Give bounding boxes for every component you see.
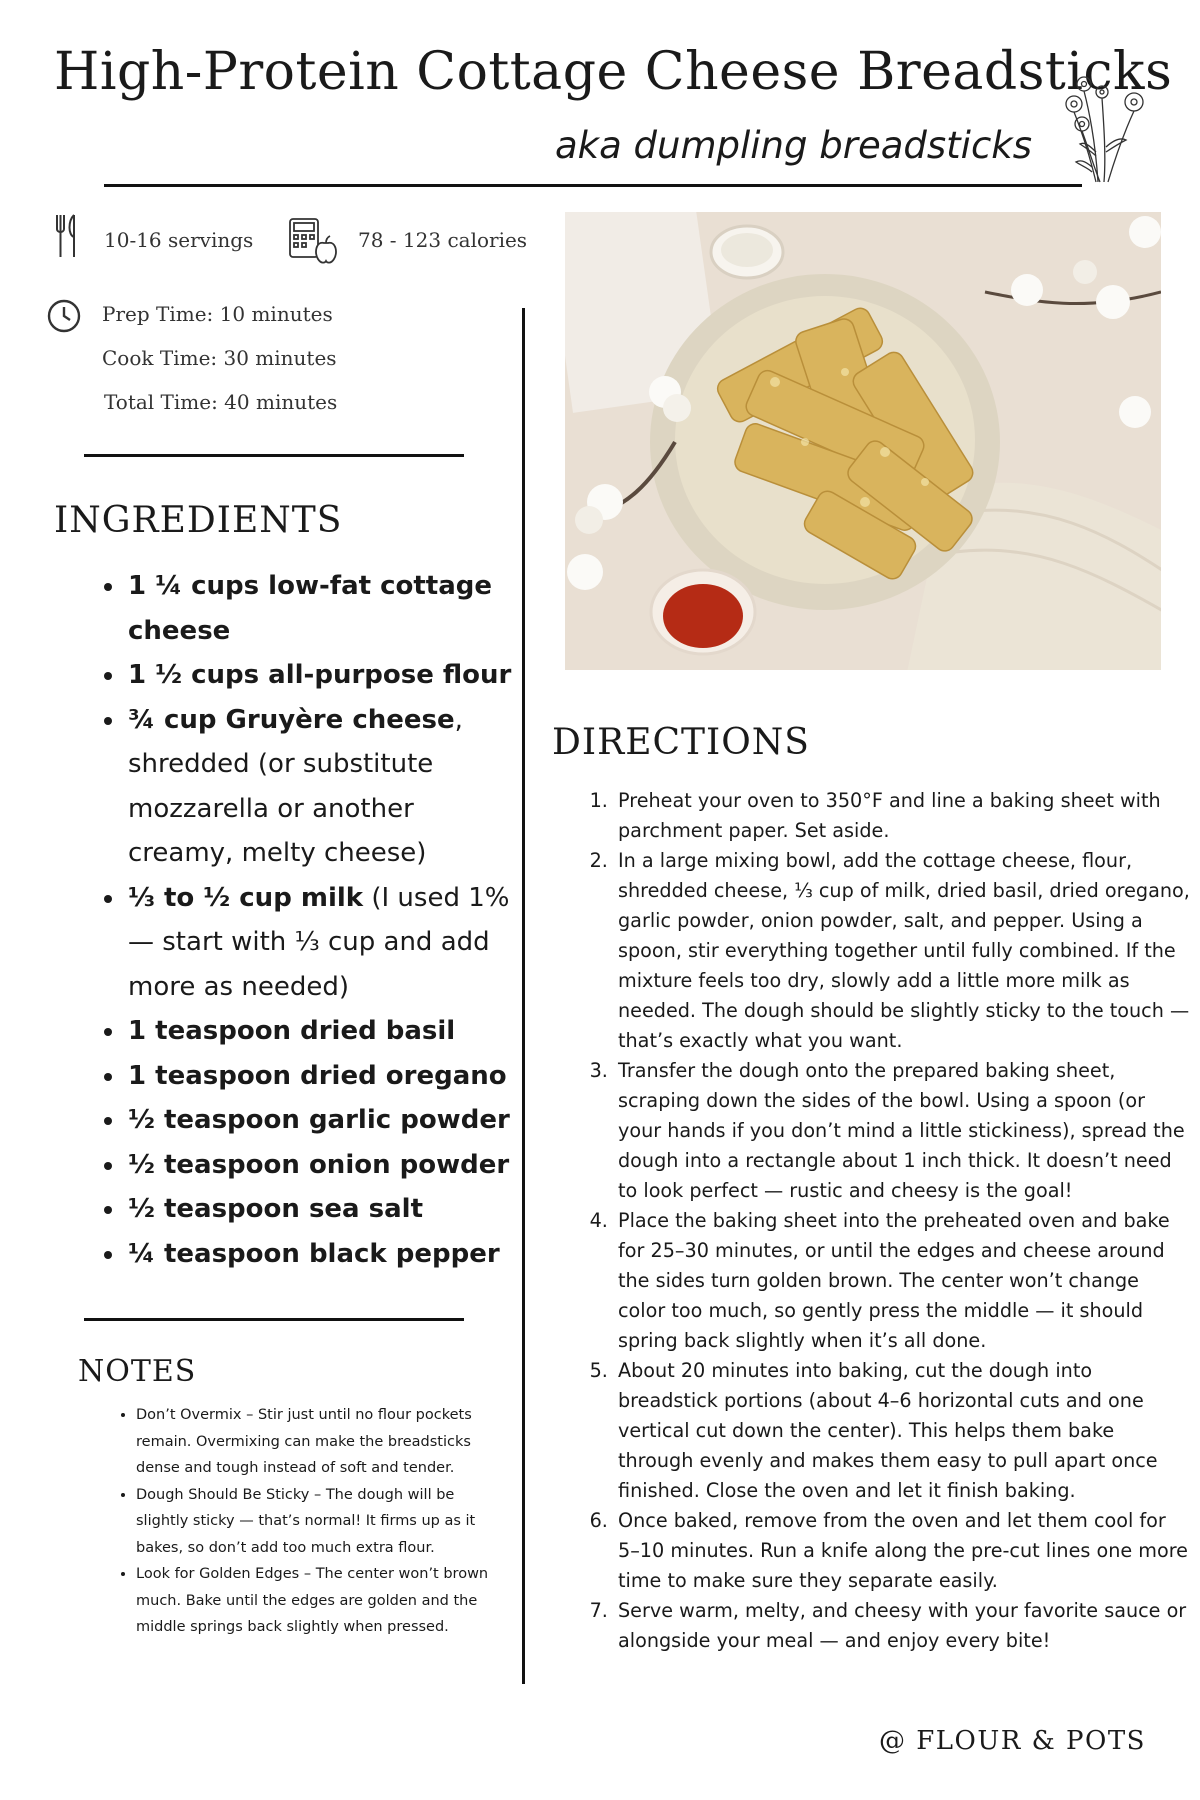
prep-time-text: Prep Time: 10 minutes	[102, 302, 333, 326]
list-item: 1. Preheat your oven to 350°F and line a baking sheet with parchment paper. Set aside.	[614, 786, 1192, 846]
list-item: • ⅓ to ½ cup milk (I used 1% — start with ⅓ cup and add more as needed)	[126, 876, 526, 1010]
breadsticks-photo	[565, 212, 1161, 670]
list-item: • 1 teaspoon dried basil	[126, 1009, 526, 1054]
notes-heading: NOTES	[78, 1354, 197, 1389]
brand-footer: @ FLOUR & POTS	[878, 1726, 1146, 1756]
list-item: • Don’t Overmix – Stir just until no flour pockets remain. Overmixing can make the breadsticks dense and tough instead of soft and tender.	[136, 1402, 496, 1482]
fork-knife-icon	[54, 213, 80, 259]
cook-time-text: Cook Time: 30 minutes	[102, 346, 337, 370]
list-item: • 1 ½ cups all-purpose flour	[126, 653, 526, 698]
list-item: • ¼ teaspoon black pepper	[126, 1232, 526, 1277]
list-item: • ½ teaspoon sea salt	[126, 1187, 526, 1232]
ingredients-divider	[84, 1318, 464, 1321]
list-item: 5. About 20 minutes into baking, cut the dough into breadstick portions (about 4–6 horizontal cuts and one vertical cut down the center). This helps them bake through evenly and makes them easy to pull apart once finished. Close the oven and let it finish baking.	[614, 1356, 1192, 1506]
total-time-text: Total Time: 40 minutes	[104, 390, 338, 414]
list-item: • 1 ¼ cups low-fat cottage cheese	[126, 564, 526, 653]
list-item: • ½ teaspoon garlic powder	[126, 1098, 526, 1143]
list-item: • ¾ cup Gruyère cheese, shredded (or substitute mozzarella or another creamy, melty cheese)	[126, 698, 526, 876]
wildflower-icon	[1062, 72, 1162, 184]
list-item: • ½ teaspoon onion powder	[126, 1143, 526, 1188]
servings-text: 10-16 servings	[104, 228, 254, 252]
list-item: • Dough Should Be Sticky – The dough will be slightly sticky — that’s normal! It firms up as it bakes, so don’t add too much extra flour.	[136, 1482, 496, 1562]
list-item: 4. Place the baking sheet into the preheated oven and bake for 25–30 minutes, or until the edges and cheese around the sides turn golden brown. The center won’t change color too much, so gently press the middle — it should spring back slightly when it’s all done.	[614, 1206, 1192, 1356]
title-divider	[104, 184, 1082, 187]
page-subtitle: aka dumpling breadsticks	[555, 124, 1032, 167]
calculator-apple-icon	[288, 217, 338, 267]
notes-list	[112, 1402, 496, 1641]
list-item: 6. Once baked, remove from the oven and let them cool for 5–10 minutes. Run a knife along the pre-cut lines one more time to make sure they separate easily.	[614, 1506, 1192, 1596]
list-item: • 1 teaspoon dried oregano	[126, 1054, 526, 1099]
page-title: High-Protein Cottage Cheese Breadsticks	[54, 42, 1173, 102]
ingredients-heading: INGREDIENTS	[54, 500, 343, 541]
list-item: • Look for Golden Edges – The center won’t brown much. Bake until the edges are golden and the middle springs back slightly when pressed.	[136, 1561, 496, 1641]
ingredients-list	[86, 564, 526, 1276]
meta-divider	[84, 454, 464, 457]
list-item: 7. Serve warm, melty, and cheesy with your favorite sauce or alongside your meal — and enjoy every bite!	[614, 1596, 1192, 1656]
directions-heading: DIRECTIONS	[552, 722, 810, 763]
list-item: 2. In a large mixing bowl, add the cottage cheese, flour, shredded cheese, ⅓ cup of milk, dried basil, dried oregano, garlic powder, onion powder, salt, and pepper. Using a spoon, stir everything together until fully combined. If the mixture feels too dry, slowly add a little more milk as needed. The dough should be slightly sticky to the touch — that’s exactly what you want.	[614, 846, 1192, 1056]
calories-text: 78 - 123 calories	[358, 228, 528, 252]
list-item: 3. Transfer the dough onto the prepared baking sheet, scraping down the sides of the bowl. Using a spoon (or your hands if you don’t mind a little stickiness), spread the dough into a rectangle about 1 inch thick. It doesn’t need to look perfect — rustic and cheesy is the goal!	[614, 1056, 1192, 1206]
directions-list	[580, 786, 1192, 1656]
clock-icon	[46, 298, 82, 334]
